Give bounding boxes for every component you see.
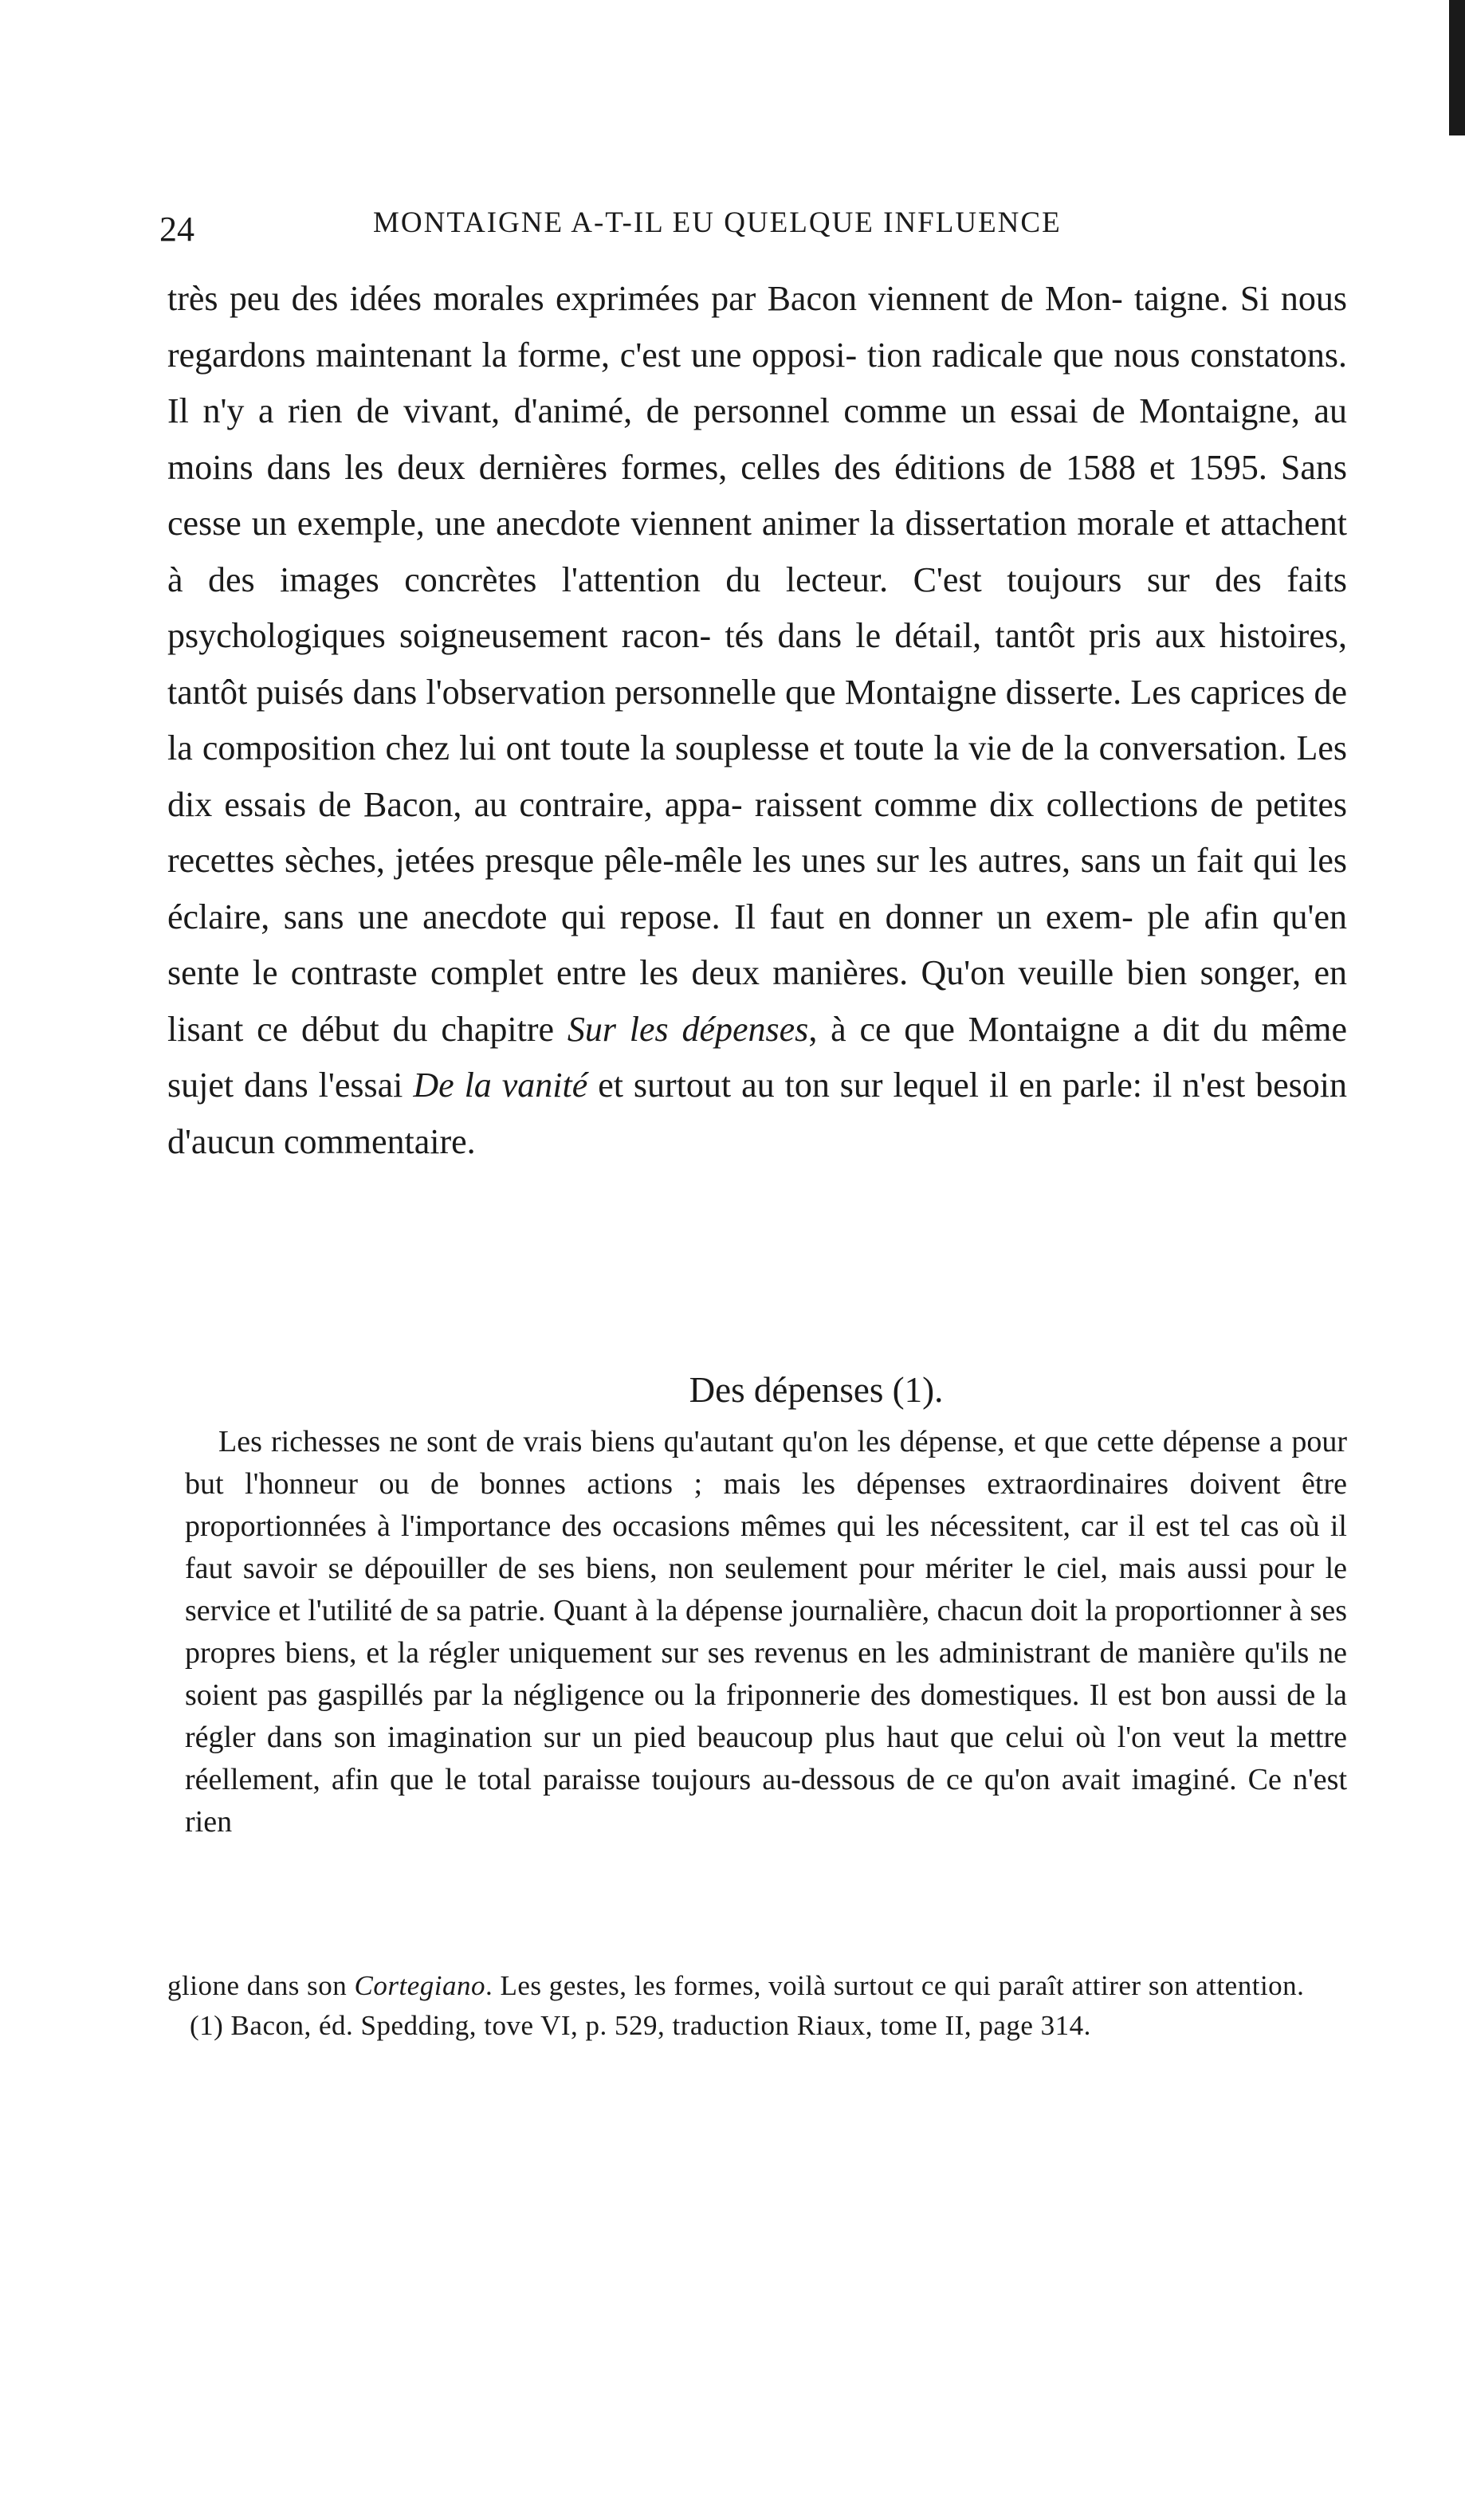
running-title: MONTAIGNE A-T-IL EU QUELQUE INFLUENCE [373, 206, 1062, 239]
italic-title-sur-les-depenses: Sur les dépenses [567, 1009, 809, 1049]
footnote-italic-title: Cortegiano [354, 1970, 485, 2001]
page-header [159, 206, 1307, 253]
footnote-continuation [167, 1969, 1347, 2004]
section-subheading: Des dépenses (1). [689, 1370, 944, 1410]
body-text-segment: , à ce que Montaigne a dit du même sujet dans l'essai [167, 1009, 1347, 1105]
page-edge-mark [1449, 0, 1465, 135]
main-paragraph [167, 271, 1347, 1170]
footnote-1: (1) Bacon, éd. Spedding, tove VI, p. 529, traduction Riaux, tome II, page 314. [190, 2010, 1091, 2041]
body-text-segment: très peu des idées morales exprimées par Bacon viennent de Mon- taigne. Si nous regardons maintenant la forme, c'est une opposi- tion radicale que nous constatons. Il n'y a rien de vivant, d'animé, de personnel comme un essai de Montaigne, au moins dans les deux dernières formes, celles des éditions de 1588 et 1595. Sans cesse un exemple, une anecdote viennent animer la dissertation morale et attachent à des images concrètes l'attention du lecteur. C'est toujours sur des faits psychologiques soigneusement racon- tés dans le détail, tantôt pris aux histoires, tantôt puisés dans l'observation personnelle que Montaigne disserte. Les caprices de la composition chez lui ont toute la souplesse et toute la vie de la conversation. Les dix essais de Bacon, au contraire, appa- raissent comme dix collections de petites recettes sèches, jetées presque pêle-mêle les unes sur les autres, sans un fait qui les éclaire, sans une anecdote qui repose. Il faut en donner un exem- ple afin qu'en sente le contraste complet entre les deux manières. Qu'on veuille bien songer, en lisant ce début du chapitre [167, 279, 1347, 1049]
footnotes [167, 1969, 1347, 2043]
body-paragraph [167, 271, 1347, 1170]
page-number: 24 [159, 210, 194, 249]
quote-paragraph: Les richesses ne sont de vrais biens qu'autant qu'on les dépense, et que cette dépense a pour but l'honneur ou de bonnes actions ; mais les dépenses extraordinaires doivent être proportionnées à l'importance des occasions mêmes qui les nécessitent, car il est tel cas où il faut savoir se dépouiller de ses biens, non seulement pour mériter le ciel, mais aussi pour le service et l'utilité de sa patrie. Quant à la dépense journalière, chacun doit la proportionner à ses propres biens, et la régler uniquement sur ses revenus en les administrant de manière qu'ils ne soient pas gaspillés par la négligence ou la friponnerie des domestiques. Il est bon aussi de la régler dans son imagination sur un pied beaucoup plus haut que celui où l'on veut la mettre réellement, afin que le total paraisse toujours au-dessous de ce qu'on avait imaginé. Ce n'est rien [185, 1425, 1347, 1839]
footnote-text: . Les gestes, les formes, voilà surtout ce qui paraît attirer son attention. [485, 1970, 1305, 2001]
quoted-excerpt [185, 1421, 1347, 1843]
body-text-segment: et surtout au ton sur lequel il en parle: il n'est besoin d'aucun commentaire. [167, 1066, 1347, 1161]
italic-title-de-la-vanite: De la vanité [413, 1066, 588, 1105]
footnote-text: glione dans son [167, 1970, 355, 2001]
